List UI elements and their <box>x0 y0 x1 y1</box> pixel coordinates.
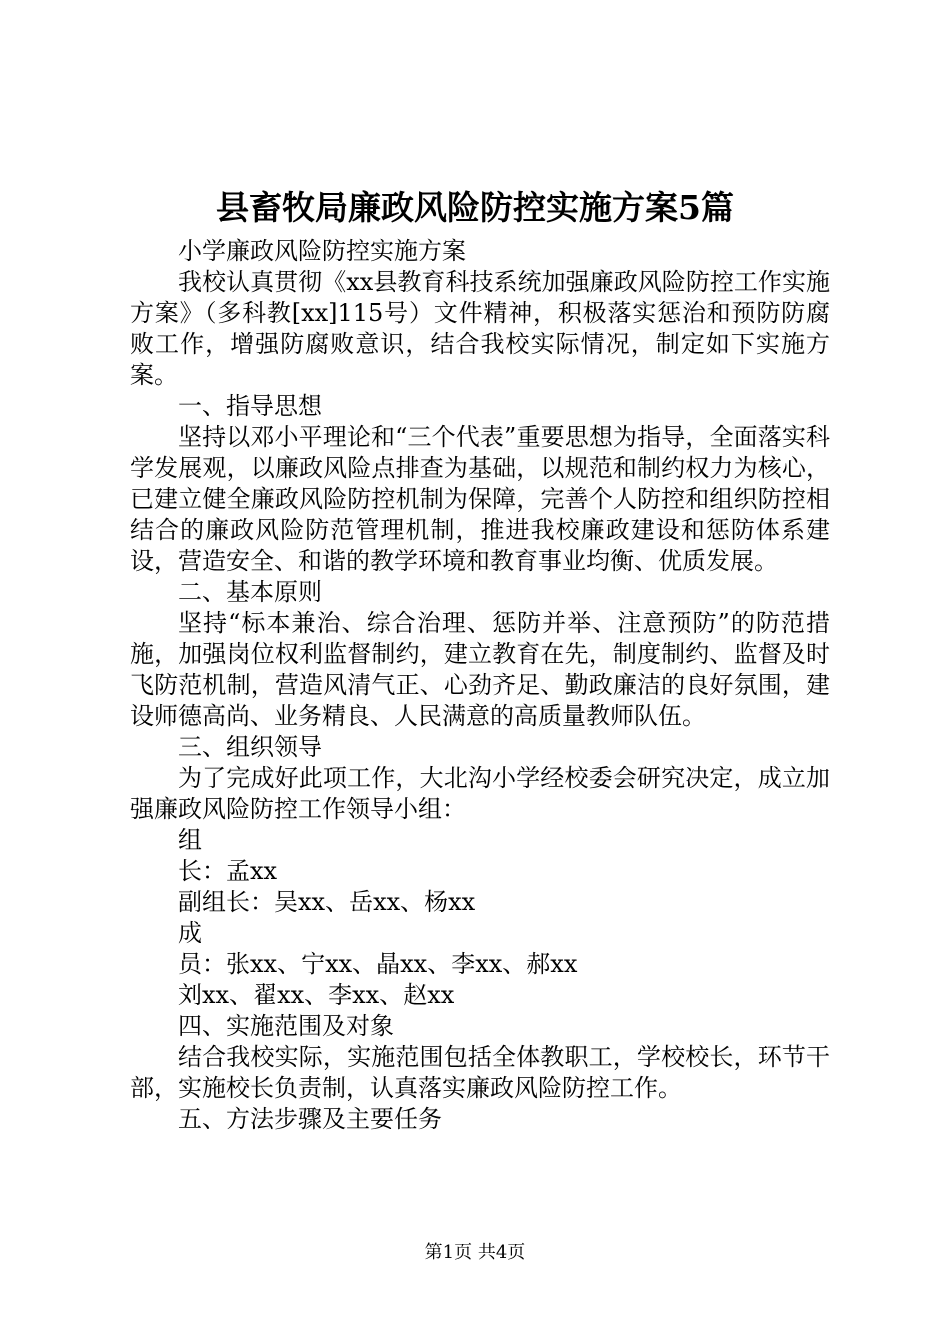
line-group-label: 组 <box>178 826 202 854</box>
paragraph-basic-principles: 坚持“标本兼治、综合治理、惩防并举、注意预防”的防范措施，加强岗位权利监督制约，建立教育在先，制度制约、监督及时飞防范机制，营造风清气正、心劲齐足、勤政廉洁的良好氛围，建设师德高尚、业务精良、人民满意的高质量教师队伍。 <box>130 609 830 730</box>
section-heading-1: 一、指导思想 <box>178 392 322 420</box>
line-members-2: 刘xx、翟xx、李xx、赵xx <box>178 981 455 1009</box>
line-deputy-leaders: 副组长：吴xx、岳xx、杨xx <box>178 888 476 916</box>
line-member-label: 成 <box>178 919 202 947</box>
section-heading-4: 四、实施范围及对象 <box>178 1012 394 1040</box>
paragraph-guiding-ideology: 坚持以邓小平理论和“三个代表”重要思想为指导，全面落实科学发展观，以廉政风险点排查为基础，以规范和制约权力为核心，已建立健全廉政风险防控机制为保障，完善个人防控和组织防控相结合的廉政风险防范管理机制，推进我校廉政建设和惩防体系建设，营造安全、和谐的教学环境和教育事业均衡、优质发展。 <box>130 423 830 575</box>
paragraph-organization: 为了完成好此项工作，大北沟小学经校委会研究决定，成立加强廉政风险防控工作领导小组： <box>130 764 830 823</box>
paragraph-intro: 我校认真贯彻《xx县教育科技系统加强廉政风险防控工作实施方案》（多科教[xx]115号）文件精神，积极落实惩治和预防防腐败工作，增强防腐败意识，结合我校实际情况，制定如下实施方案。 <box>130 268 830 389</box>
section-heading-5: 五、方法步骤及主要任务 <box>178 1105 442 1133</box>
document-title: 县畜牧局廉政风险防控实施方案5篇 <box>216 188 734 227</box>
section-heading-3: 三、组织领导 <box>178 733 322 761</box>
paragraph-scope: 结合我校实际，实施范围包括全体教职工，学校校长，环节干部，实施校长负责制，认真落实廉政风险防控工作。 <box>130 1043 830 1102</box>
page-footer: 第1页 共4页 <box>424 1242 526 1263</box>
section-heading-2: 二、基本原则 <box>178 578 322 606</box>
document-body <box>130 236 830 1135</box>
line-group-leader: 长：孟xx <box>178 857 278 885</box>
paragraph-subtitle: 小学廉政风险防控实施方案 <box>178 237 466 265</box>
line-members-1: 员：张xx、宁xx、晶xx、李xx、郝xx <box>178 950 578 978</box>
